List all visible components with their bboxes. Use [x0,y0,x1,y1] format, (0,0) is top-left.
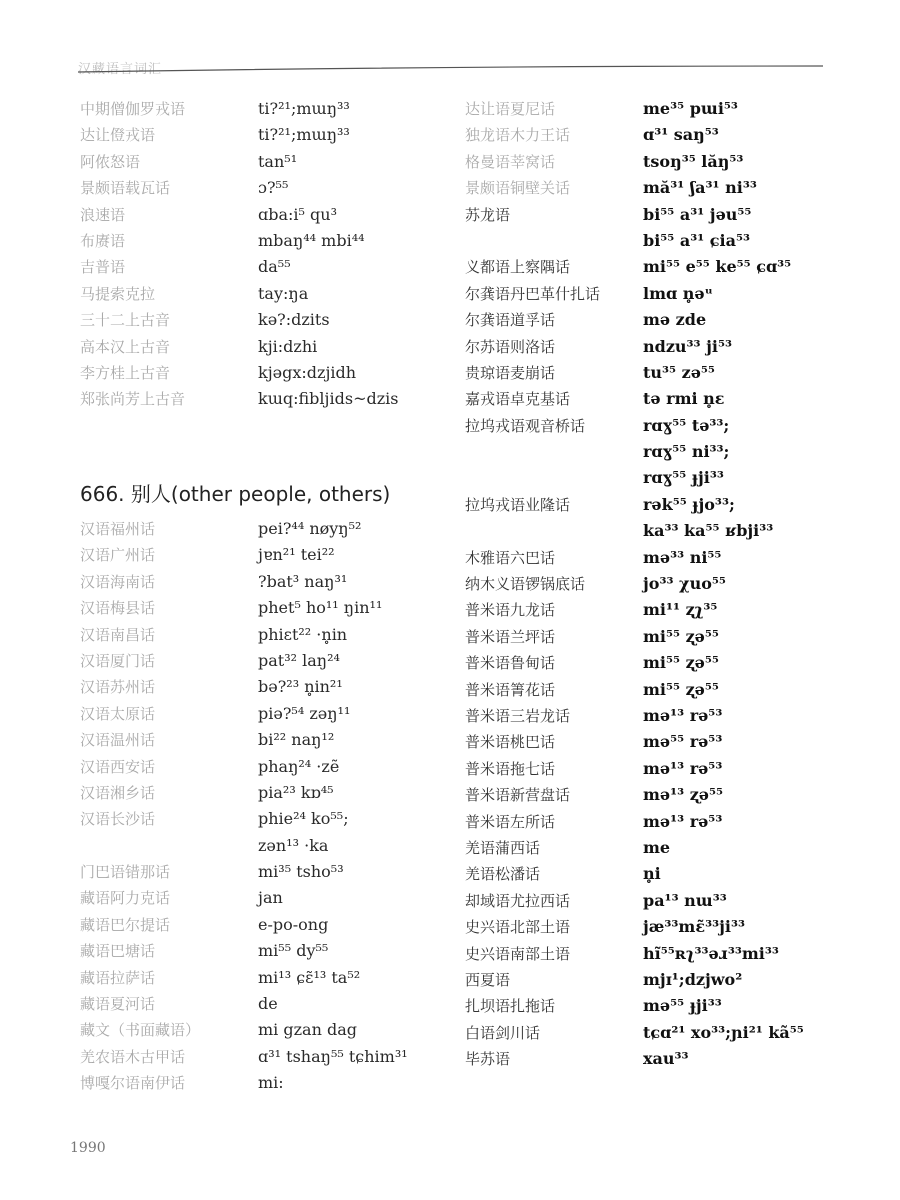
language-name: 汉语海南话 [80,572,156,591]
word-form: jo³³ χuo⁵⁵ [643,574,726,594]
language-name: 汉语长沙话 [80,810,156,829]
entry-row [80,912,440,938]
language-name: 木雅语六巴话 [465,548,556,567]
entry-row [465,545,885,571]
entry-row [465,307,885,333]
language-name: 羌农语木古甲话 [80,1047,186,1066]
language-name: 尔苏语则洛话 [465,337,556,356]
entry-row [80,595,440,621]
entry-row [465,650,885,676]
entry-row [80,254,440,280]
entry-row [465,677,885,703]
entry-row [80,1044,440,1070]
word-form: piə?⁵⁴ zəŋ¹¹ [258,703,351,723]
word-form: rɑɣ⁵⁵ tə³³; [643,415,730,435]
language-name: 藏语巴尔提话 [80,915,171,934]
language-name: 汉语梅县话 [80,599,156,618]
language-name: 汉语湘乡话 [80,783,156,802]
word-form: ɔ?⁵⁵ [258,178,289,198]
entry-row [465,465,885,491]
entry-row [465,888,885,914]
entry-row [465,914,885,940]
language-name: 独龙语木力王话 [465,126,571,145]
entry-row [80,175,440,201]
entry-row [80,727,440,753]
word-form: jæ³³mɛ̃³³ji³³ [643,917,745,937]
left-column-section [80,516,440,1097]
language-name: 藏语夏河话 [80,995,156,1014]
word-form: rɑɣ⁵⁵ ni³³; [643,442,730,462]
entry-row [80,228,440,254]
entry-row [80,122,440,148]
word-form: xau³³ [643,1049,689,1069]
word-form: mə⁵⁵ ɟji³³ [643,996,722,1016]
language-name: 羌语松潘话 [465,865,541,884]
entry-list-section [80,516,440,1097]
word-form: zən¹³ ·ka [258,835,329,855]
entry-row [80,96,440,122]
entry-row [80,202,440,228]
entry-row [80,806,440,832]
language-name: 拉坞戎语观音桥话 [465,416,586,435]
entry-row [80,386,440,412]
word-form: phaŋ²⁴ ·zẽ [258,756,340,776]
word-form: mă³¹ ʃa³¹ ni³³ [643,178,757,198]
entry-row [465,809,885,835]
word-form: phiɛt²² ·n̥in [258,624,348,644]
word-form: mi: [258,1073,284,1093]
language-name: 门巴语错那话 [80,863,171,882]
language-name: 格曼语莘窝话 [465,152,556,171]
language-name: 白语剑川话 [465,1023,541,1042]
word-form: tu³⁵ zə⁵⁵ [643,362,715,382]
word-form: mə¹³ rə⁵³ [643,705,723,725]
entry-row [465,571,885,597]
entry-row [80,281,440,307]
entry-row [80,991,440,1017]
language-name: 三十二上古音 [80,311,171,330]
entry-row [465,254,885,280]
word-form: mjɪ¹;dzjwo² [643,969,743,989]
language-name: 汉语广州话 [80,546,156,565]
entry-row [465,624,885,650]
language-name: 汉语福州话 [80,520,156,538]
entry-row [465,228,885,254]
word-form: tsoŋ³⁵ lăŋ⁵³ [643,151,744,171]
word-form: pat³² laŋ²⁴ [258,650,340,670]
word-form: ndzu³³ ji⁵³ [643,336,733,356]
word-form: pa¹³ nɯ³³ [643,890,727,910]
language-name: 史兴语北部土语 [465,918,571,937]
language-name: 毕苏语 [465,1050,511,1069]
entry-row [80,516,440,542]
entry-row [465,518,885,544]
language-name: 博嘎尔语南伊话 [80,1074,186,1093]
language-name: 义都语上察隅话 [465,258,571,277]
language-name: 普米语左所话 [465,812,556,831]
language-name: 马提索克拉 [80,284,156,303]
word-form: mi¹³ ɕɛ̃¹³ ta⁵² [258,967,361,987]
language-name: 郑张尚芳上古音 [80,390,186,409]
word-form: kə?:dzits [258,310,330,330]
entry-row [465,703,885,729]
entry-row [465,96,885,122]
word-form: mi¹¹ ʐʅ³⁵ [643,600,718,620]
word-form: mi³⁵ tsho⁵³ [258,862,344,882]
word-form: tan⁵¹ [258,151,298,171]
page-number: 1990 [70,1140,106,1156]
language-name: 汉语太原话 [80,704,156,723]
language-name: 汉语苏州话 [80,678,156,697]
left-column [80,96,440,413]
language-name: 贵琼语麦崩话 [465,363,556,382]
language-name: 达让语夏尼话 [465,100,556,118]
word-form: de [258,994,278,1014]
entry-row [465,782,885,808]
word-form: ti?²¹;mɯŋ³³ [258,125,350,145]
entry-row [465,202,885,228]
entry-row [465,967,885,993]
entry-row [465,175,885,201]
language-name: 藏文（书面藏语） [80,1021,201,1040]
entry-row [465,835,885,861]
entry-row [465,360,885,386]
entry-list-continued [80,96,440,413]
language-name: 中期僧伽罗戎语 [80,100,186,118]
entry-row [80,307,440,333]
language-name: 普米语兰坪话 [465,627,556,646]
word-form: kjəgx:dzjidh [258,362,357,382]
entry-row [465,413,885,439]
language-name: 普米语三岩龙话 [465,706,571,725]
word-form: hĩ⁵⁵ʀʅ³³əɹ³³mi³³ [643,943,779,963]
word-form: mi⁵⁵ ʐə⁵⁵ [643,679,719,699]
word-form: bi²² naŋ¹² [258,730,335,750]
language-name: 拉坞戎语业隆话 [465,495,571,514]
entry-row [465,1020,885,1046]
language-name: 苏龙语 [465,205,511,224]
word-form: kji:dzhi [258,336,318,356]
entry-row [80,569,440,595]
word-form: ɑ³¹ tshaŋ⁵⁵ tɕhim³¹ [258,1046,408,1066]
entry-row [465,334,885,360]
word-form: lmɑ n̥əᵘ [643,283,713,303]
word-form: mə¹³ rə⁵³ [643,758,723,778]
word-form: ?bat³ naŋ³¹ [258,571,348,591]
header-rule [78,64,823,74]
language-name: 李方桂上古音 [80,363,171,382]
language-name: 普米语箐花话 [465,680,556,699]
right-column [465,96,885,1072]
word-form: ti?²¹;mɯŋ³³ [258,99,350,118]
entry-row [80,938,440,964]
entry-row [465,1046,885,1072]
entry-row [80,542,440,568]
entry-row [465,492,885,518]
section-heading: 666. 别人(other people, others) [80,482,391,506]
word-form: mə zde [643,310,707,330]
word-form: bi⁵⁵ a³¹ ɕia⁵³ [643,230,751,250]
language-name: 汉语厦门话 [80,651,156,670]
language-name: 却域语尤拉西话 [465,891,571,910]
word-form: tɕɑ²¹ xo³³;ɲi²¹ kã⁵⁵ [643,1022,804,1042]
word-form: phie²⁴ ko⁵⁵; [258,809,349,829]
word-form: mi⁵⁵ dy⁵⁵ [258,941,329,961]
language-name: 尔龚语丹巴革什扎话 [465,284,601,303]
language-name: 普米语鲁甸话 [465,654,556,673]
word-form: rɑɣ⁵⁵ ɟji³³ [643,468,724,488]
language-name: 布赓语 [80,231,126,250]
language-name: 普米语九龙话 [465,601,556,620]
word-form: ka³³ ka⁵⁵ ʁbji³³ [643,521,774,541]
word-form: mi⁵⁵ e⁵⁵ ke⁵⁵ ɕɑ³⁵ [643,257,792,277]
entry-row [80,1017,440,1043]
entry-row [80,833,440,859]
entry-row [465,861,885,887]
word-form: phet⁵ ho¹¹ ŋin¹¹ [258,598,383,618]
word-form: mə⁵⁵ rə⁵³ [643,732,723,752]
language-name: 嘉戎语卓克基话 [465,390,571,409]
running-header: 汉藏语言词汇 [78,62,163,77]
word-form: bə?²³ n̥in²¹ [258,677,343,697]
language-name: 扎坝语扎拖话 [465,997,556,1016]
entry-row [465,386,885,412]
language-name: 阿侬怒语 [80,152,141,171]
entry-row [80,859,440,885]
word-form: mə¹³ rə⁵³ [643,811,723,831]
entry-row [465,149,885,175]
entry-row [465,122,885,148]
word-form: ɑ³¹ saŋ⁵³ [643,125,719,145]
entry-row [465,756,885,782]
language-name: 景颇语载瓦话 [80,179,171,198]
entry-row [465,597,885,623]
word-form: rək⁵⁵ ɟjo³³; [643,494,735,514]
language-name: 普米语拖七话 [465,759,556,778]
word-form: mi⁵⁵ ʐə⁵⁵ [643,626,719,646]
entry-row [80,701,440,727]
word-form: bi⁵⁵ a³¹ jəu⁵⁵ [643,204,752,224]
word-form: tay:ŋa [258,283,309,303]
language-name: 浪速语 [80,205,126,224]
word-form: kɯq:fibljids~dzis [258,389,399,409]
word-form: e-po-ong [258,914,329,934]
language-name: 吉普语 [80,258,126,277]
word-form: mə¹³ ʐə⁵⁵ [643,785,723,805]
language-name: 羌语蒲西话 [465,838,541,857]
language-name: 藏语阿力克话 [80,889,171,908]
entry-row [80,965,440,991]
entry-row [465,993,885,1019]
entry-row [80,885,440,911]
language-name: 景颇语铜壁关话 [465,179,571,198]
entry-row [465,439,885,465]
entry-row [80,622,440,648]
entry-row [465,729,885,755]
entry-row [80,1070,440,1096]
entry-row [465,281,885,307]
language-name: 藏语拉萨话 [80,968,156,987]
word-form: da⁵⁵ [258,257,291,277]
word-form: mi⁵⁵ ʐə⁵⁵ [643,653,719,673]
entry-row [80,648,440,674]
entry-row [80,754,440,780]
language-name: 西夏语 [465,970,511,989]
language-name: 藏语巴塘话 [80,942,156,961]
language-name: 达让僜戎语 [80,126,156,145]
language-name: 尔龚语道孚话 [465,311,556,330]
language-name: 汉语温州话 [80,731,156,750]
entry-row [80,360,440,386]
language-name: 普米语桃巴话 [465,733,556,752]
word-form: pia²³ kɒ⁴⁵ [258,782,334,802]
word-form: jan [258,888,283,908]
language-name: 汉语西安话 [80,757,156,776]
entry-row [80,674,440,700]
word-form: jɐn²¹ tei²² [258,545,335,565]
word-form: mi gzan dag [258,1020,357,1040]
word-form: me³⁵ pɯi⁵³ [643,99,738,118]
word-form: n̥i [643,864,661,884]
word-form: tə rmi n̥ɛ [643,389,725,409]
word-form: mə³³ ni⁵⁵ [643,547,722,567]
word-form: pei?⁴⁴ nøyŋ⁵² [258,519,362,538]
entry-list-right [465,96,885,1072]
word-form: mbaŋ⁴⁴ mbi⁴⁴ [258,230,365,250]
entry-row [80,334,440,360]
word-form: me [643,837,671,857]
entry-row [465,941,885,967]
language-name: 普米语新营盘话 [465,786,571,805]
language-name: 高本汉上古音 [80,337,171,356]
language-name: 纳木义语锣锅底话 [465,575,586,594]
entry-row [80,149,440,175]
language-name: 汉语南昌话 [80,625,156,644]
language-name: 史兴语南部土语 [465,944,571,963]
entry-row [80,780,440,806]
word-form: ɑba:i⁵ qu³ [258,204,337,224]
